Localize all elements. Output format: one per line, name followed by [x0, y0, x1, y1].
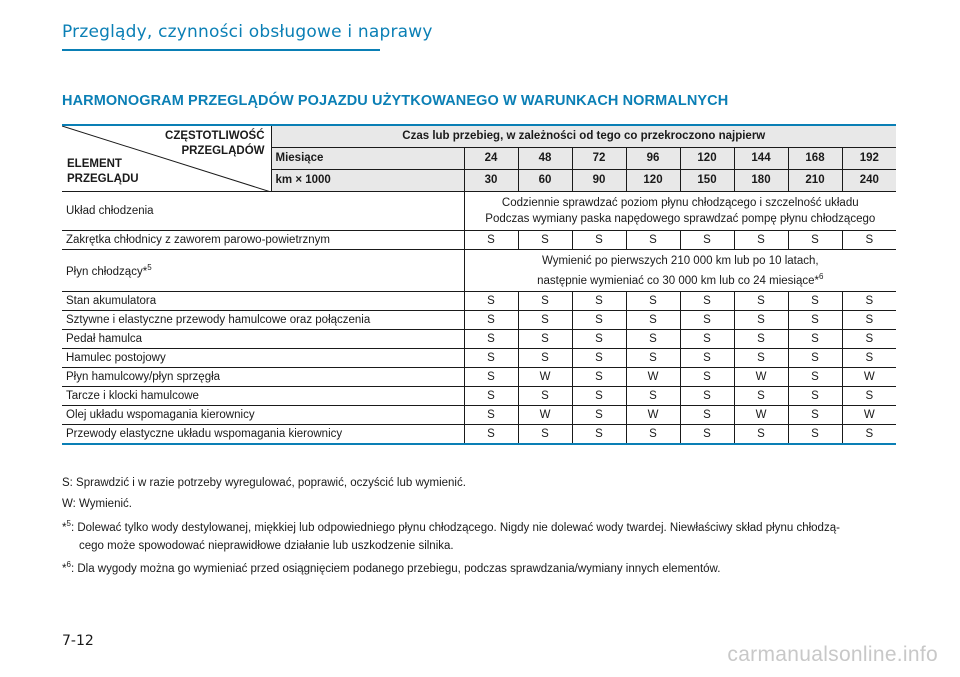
- schedule-cell: S: [680, 230, 734, 249]
- footnote-5: [62, 515, 902, 555]
- schedule-cell: S: [842, 311, 896, 330]
- interval-header: Czas lub przebieg, w zależności od tego co przekroczono najpierw: [271, 125, 896, 147]
- schedule-cell: S: [518, 387, 572, 406]
- row-label: [62, 191, 464, 230]
- row-label-text: Płyn hamulcowy/płyn sprzęgła: [66, 371, 221, 384]
- schedule-cell: W: [626, 368, 680, 387]
- schedule-cell: S: [464, 406, 518, 425]
- schedule-cell: S: [842, 330, 896, 349]
- km-header-cell: 60: [518, 169, 572, 191]
- months-header-cell: 192: [842, 147, 896, 169]
- row-label: [62, 406, 464, 425]
- schedule-cell: S: [572, 292, 626, 311]
- km-header-cell: 90: [572, 169, 626, 191]
- schedule-cell: S: [572, 230, 626, 249]
- schedule-cell: S: [626, 292, 680, 311]
- schedule-cell: W: [842, 406, 896, 425]
- table-row: [62, 330, 896, 349]
- row-label-text: Układ chłodzenia: [66, 204, 154, 217]
- row-label-text: Zakrętka chłodnicy z zaworem parowo-powietrznym: [66, 233, 330, 246]
- schedule-cell: S: [842, 387, 896, 406]
- row-note-footnote: 6: [819, 271, 824, 281]
- frequency-label-line1: CZĘSTOTLIWOŚĆ: [165, 130, 265, 142]
- row-label: [62, 368, 464, 387]
- row-label-footnote: 5: [147, 263, 152, 272]
- watermark: carmanualsonline.info: [727, 643, 938, 666]
- row-label-text: Pedał hamulca: [66, 333, 143, 346]
- row-label-text: Tarcze i klocki hamulcowe: [66, 390, 199, 403]
- schedule-cell: S: [734, 230, 788, 249]
- schedule-cell: S: [464, 311, 518, 330]
- table-corner-cell: [62, 125, 271, 191]
- schedule-cell: S: [734, 292, 788, 311]
- schedule-cell: S: [626, 330, 680, 349]
- row-label: [62, 330, 464, 349]
- schedule-cell: S: [788, 406, 842, 425]
- row-label: [62, 387, 464, 406]
- table-row: [62, 191, 896, 230]
- schedule-cell: W: [734, 406, 788, 425]
- km-header-cell: 150: [680, 169, 734, 191]
- schedule-cell: W: [518, 406, 572, 425]
- schedule-cell: S: [680, 311, 734, 330]
- schedule-cell: S: [788, 425, 842, 444]
- schedule-cell: S: [680, 330, 734, 349]
- schedule-cell: S: [734, 311, 788, 330]
- schedule-cell: S: [572, 349, 626, 368]
- months-header-cell: 168: [788, 147, 842, 169]
- row-note: [464, 249, 896, 292]
- footnote-5-sup: 5: [66, 519, 71, 528]
- schedule-cell: S: [626, 230, 680, 249]
- maintenance-schedule-table: [62, 124, 896, 445]
- frequency-label: [165, 129, 264, 159]
- chapter-title: Przeglądy, czynności obsługowe i naprawy: [62, 22, 433, 42]
- schedule-cell: S: [842, 230, 896, 249]
- section-title: HARMONOGRAM PRZEGLĄDÓW POJAZDU UŻYTKOWANEGO W WARUNKACH NORMALNYCH: [62, 93, 729, 109]
- row-label: [62, 311, 464, 330]
- km-header-cell: 180: [734, 169, 788, 191]
- schedule-cell: S: [626, 387, 680, 406]
- row-label: [62, 349, 464, 368]
- element-label-line1: ELEMENT: [67, 157, 122, 170]
- schedule-cell: S: [572, 387, 626, 406]
- schedule-cell: W: [626, 406, 680, 425]
- table-row: [62, 368, 896, 387]
- schedule-cell: S: [788, 349, 842, 368]
- months-header-cell: 48: [518, 147, 572, 169]
- schedule-cell: W: [734, 368, 788, 387]
- schedule-cell: S: [464, 230, 518, 249]
- frequency-label-line2: PRZEGLĄDÓW: [181, 145, 265, 157]
- km-header-cell: 210: [788, 169, 842, 191]
- element-label-line2: PRZEGLĄDU: [67, 172, 139, 185]
- months-header-cell: 96: [626, 147, 680, 169]
- schedule-cell: S: [680, 387, 734, 406]
- months-header-cell: 24: [464, 147, 518, 169]
- schedule-cell: S: [464, 330, 518, 349]
- schedule-cell: S: [518, 330, 572, 349]
- schedule-cell: S: [788, 387, 842, 406]
- footnote-6-mark: *: [62, 562, 67, 575]
- schedule-cell: S: [680, 349, 734, 368]
- km-header-cell: 120: [626, 169, 680, 191]
- schedule-cell: S: [680, 425, 734, 444]
- footnote-6-line1: : Dla wygody można go wymieniać przed osiągnięciem podanego przebiegu, podczas sprawdzania/wymiany innych elementów.: [70, 562, 721, 575]
- km-header-cell: 240: [842, 169, 896, 191]
- schedule-cell: S: [734, 349, 788, 368]
- schedule-cell: S: [734, 330, 788, 349]
- schedule-cell: S: [464, 349, 518, 368]
- schedule-cell: S: [680, 292, 734, 311]
- table-row: [62, 425, 896, 444]
- row-note-line2: Podczas wymiany paska napędowego sprawdzać pompę płynu chłodzącego: [485, 212, 876, 225]
- legend-w: W: Wymienić.: [62, 498, 132, 510]
- schedule-cell: S: [842, 349, 896, 368]
- schedule-cell: S: [572, 311, 626, 330]
- km-header-cell: 30: [464, 169, 518, 191]
- element-label: [67, 157, 139, 187]
- footnote-6: [62, 556, 720, 578]
- schedule-cell: S: [572, 406, 626, 425]
- row-label: [62, 230, 464, 249]
- schedule-cell: S: [842, 425, 896, 444]
- schedule-cell: S: [572, 368, 626, 387]
- schedule-cell: S: [464, 387, 518, 406]
- row-note: [464, 191, 896, 230]
- schedule-cell: S: [788, 368, 842, 387]
- row-label-text: Sztywne i elastyczne przewody hamulcowe oraz połączenia: [66, 314, 371, 327]
- row-label-text: Hamulec postojowy: [66, 352, 166, 365]
- table-row: [62, 249, 896, 292]
- schedule-cell: S: [572, 425, 626, 444]
- schedule-cell: S: [680, 368, 734, 387]
- table-row: [62, 230, 896, 249]
- row-note-line1: Codziennie sprawdzać poziom płynu chłodzącego i szczelność układu: [501, 196, 859, 209]
- row-label: [62, 425, 464, 444]
- schedule-cell: S: [788, 330, 842, 349]
- chapter-title-underline: [62, 49, 380, 51]
- schedule-cell: S: [518, 425, 572, 444]
- schedule-cell: W: [842, 368, 896, 387]
- row-label-text: Płyn chłodzący*: [66, 265, 148, 278]
- table-row: [62, 349, 896, 368]
- schedule-cell: S: [464, 425, 518, 444]
- schedule-cell: S: [788, 230, 842, 249]
- schedule-cell: S: [464, 368, 518, 387]
- schedule-cell: S: [626, 349, 680, 368]
- schedule-cell: S: [626, 425, 680, 444]
- schedule-cell: S: [518, 230, 572, 249]
- footnote-5-mark: *: [62, 521, 67, 534]
- schedule-cell: S: [788, 292, 842, 311]
- row-label-text: Stan akumulatora: [66, 295, 157, 308]
- months-header-cell: 144: [734, 147, 788, 169]
- table-row: [62, 292, 896, 311]
- footnote-5-line2: cego może spowodować nieprawidłowe działanie lub uszkodzenie silnika.: [79, 539, 454, 552]
- schedule-cell: S: [680, 406, 734, 425]
- schedule-cell: S: [518, 349, 572, 368]
- schedule-cell: S: [788, 311, 842, 330]
- km-label: km × 1000: [271, 169, 464, 191]
- page-number: 7-12: [62, 633, 94, 649]
- schedule-cell: S: [734, 387, 788, 406]
- footnote-6-sup: 6: [66, 560, 71, 569]
- table-row: [62, 387, 896, 406]
- table-row: [62, 311, 896, 330]
- schedule-cell: S: [518, 311, 572, 330]
- schedule-cell: S: [734, 425, 788, 444]
- months-label: Miesiące: [271, 147, 464, 169]
- schedule-cell: S: [572, 330, 626, 349]
- row-label: [62, 249, 464, 292]
- schedule-cell: S: [626, 311, 680, 330]
- row-label-text: Przewody elastyczne układu wspomagania kierownicy: [66, 428, 343, 441]
- schedule-cell: W: [518, 368, 572, 387]
- schedule-cell: S: [464, 292, 518, 311]
- row-label: [62, 292, 464, 311]
- row-label-text: Olej układu wspomagania kierownicy: [66, 409, 255, 422]
- months-header-cell: 72: [572, 147, 626, 169]
- row-note-line2: następnie wymieniać co 30 000 km lub co 24 miesiące*: [537, 274, 819, 287]
- months-header-cell: 120: [680, 147, 734, 169]
- schedule-cell: S: [518, 292, 572, 311]
- footnote-5-line1: : Dolewać tylko wody destylowanej, miękkiej lub odpowiedniego płynu chłodzącego. Nigdy nie dolewać wody twardej. Niewłaściwy skład płynu chłodzą-: [70, 521, 840, 534]
- schedule-cell: S: [842, 292, 896, 311]
- table-row: [62, 406, 896, 425]
- row-note-line1: Wymienić po pierwszych 210 000 km lub po 10 latach,: [541, 254, 819, 267]
- legend-s: S: Sprawdzić i w razie potrzeby wyregulować, poprawić, oczyścić lub wymienić.: [62, 477, 466, 489]
